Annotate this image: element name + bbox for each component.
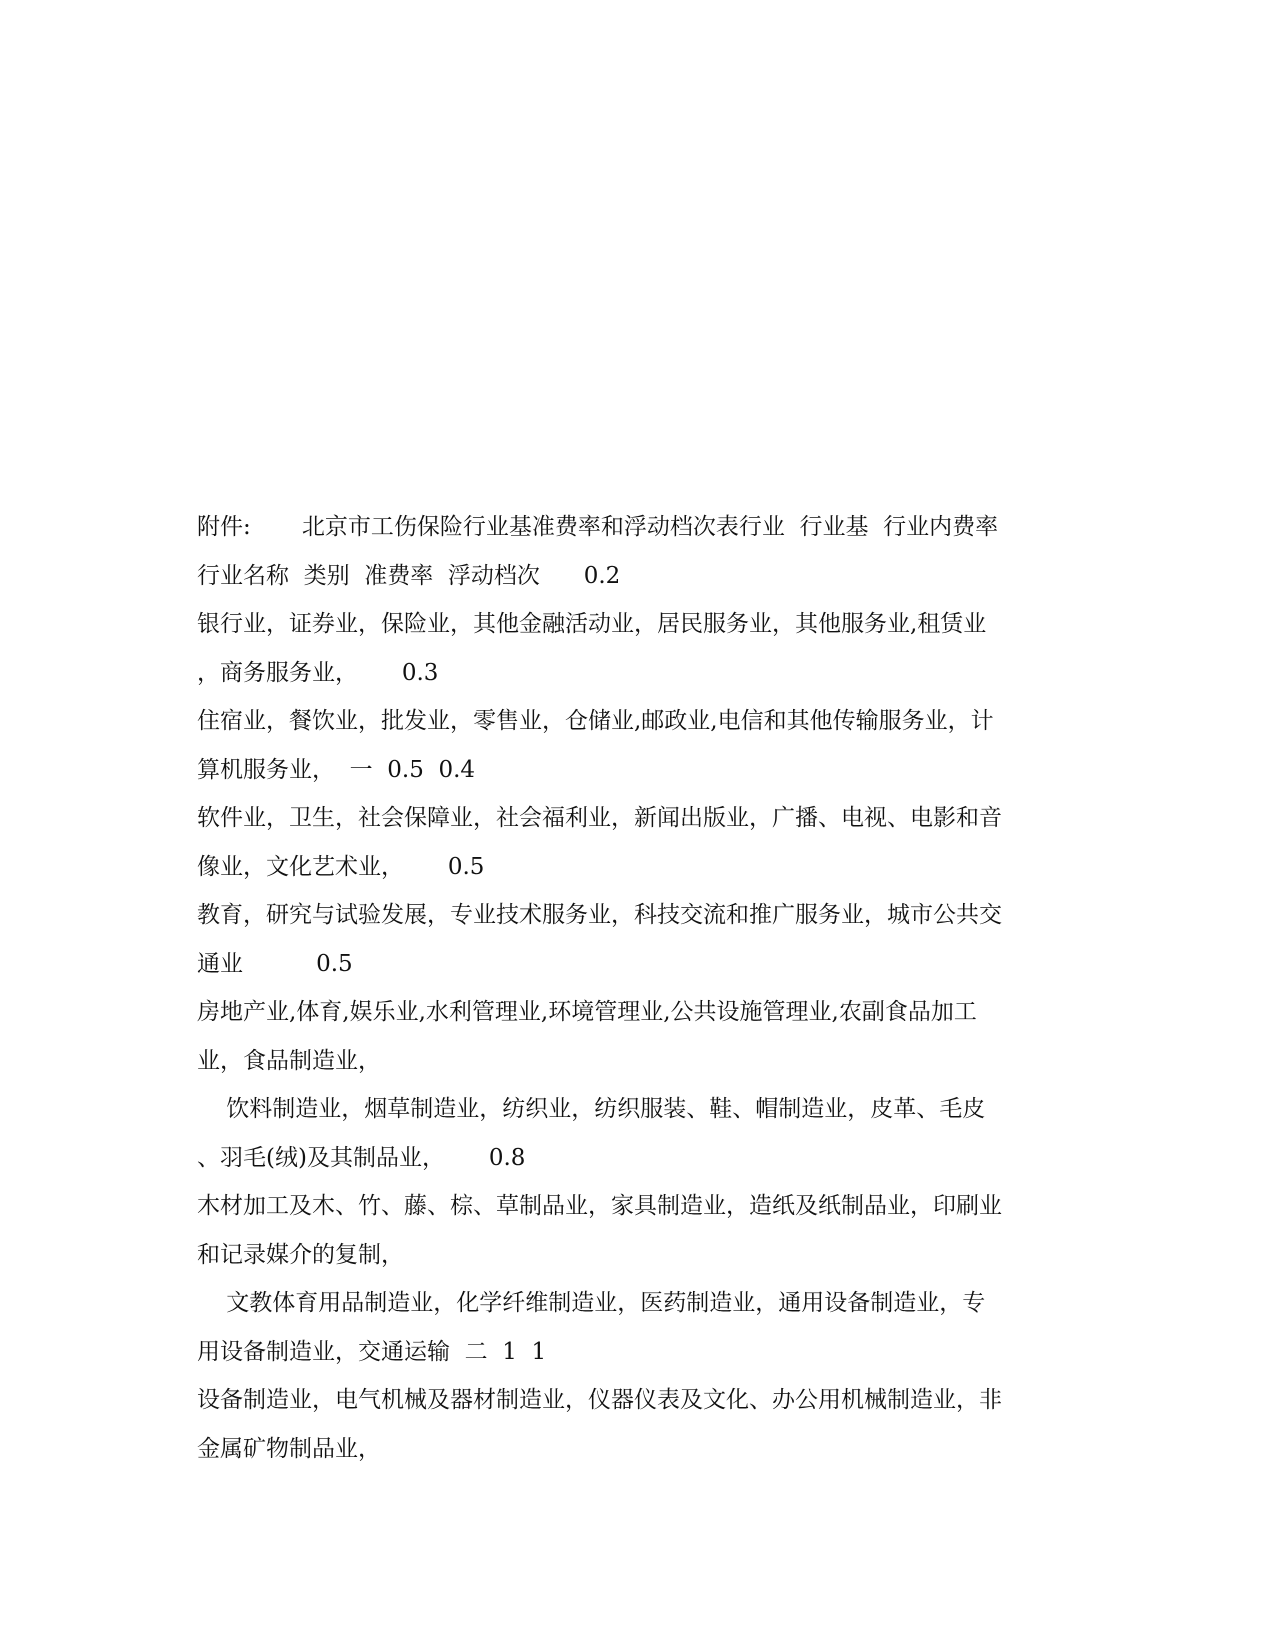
text-line-7: 软件业，卫生，社会保障业，社会福利业，新闻出版业，广播、电视、电影和音 <box>197 805 1002 831</box>
text-line-10: 通业 0.5 <box>197 950 353 977</box>
text-line-14: 、羽毛(绒)及其制品业， 0.8 <box>197 1144 526 1171</box>
text-line-11: 房地产业,体育,娱乐业,水利管理业,环境管理业,公共设施管理业,农副食品加工 <box>197 999 977 1025</box>
text-line-2: 行业名称 类别 准费率 浮动档次 0.2 <box>197 562 621 589</box>
text-line-19: 设备制造业，电气机械及器材制造业，仪器仪表及文化、办公用机械制造业，非 <box>197 1387 1002 1413</box>
text-line-8: 像业，文化艺术业， 0.5 <box>197 853 485 880</box>
text-line-17: 文教体育用品制造业，化学纤维制造业，医药制造业，通用设备制造业，专 <box>197 1290 986 1316</box>
text-line-4: ，商务服务业， 0.3 <box>197 659 439 686</box>
text-line-12: 业，食品制造业， <box>197 1047 381 1074</box>
text-line-15: 木材加工及木、竹、藤、棕、草制品业，家具制造业，造纸及纸制品业，印刷业 <box>197 1193 1002 1219</box>
text-line-6: 算机服务业， 一 0.5 0.4 <box>197 756 476 783</box>
text-line-13: 饮料制造业，烟草制造业，纺织业，纺织服装、鞋、帽制造业，皮革、毛皮 <box>197 1096 986 1122</box>
document-body <box>197 503 1077 1473</box>
text-line-3: 银行业，证券业，保险业，其他金融活动业，居民服务业，其他服务业,租赁业 <box>197 611 987 637</box>
text-line-5: 住宿业，餐饮业，批发业，零售业，仓储业,邮政业,电信和其他传输服务业，计 <box>197 708 994 734</box>
text-line-20: 金属矿物制品业， <box>197 1435 381 1462</box>
text-line-18: 用设备制造业，交通运输 二 1 1 <box>197 1338 547 1365</box>
text-line-9: 教育，研究与试验发展，专业技术服务业，科技交流和推广服务业，城市公共交 <box>197 902 1002 928</box>
text-line-16: 和记录媒介的复制， <box>197 1241 404 1268</box>
text-line-1: 附件: 北京市工伤保险行业基准费率和浮动档次表行业 行业基 行业内费率 <box>197 514 999 540</box>
